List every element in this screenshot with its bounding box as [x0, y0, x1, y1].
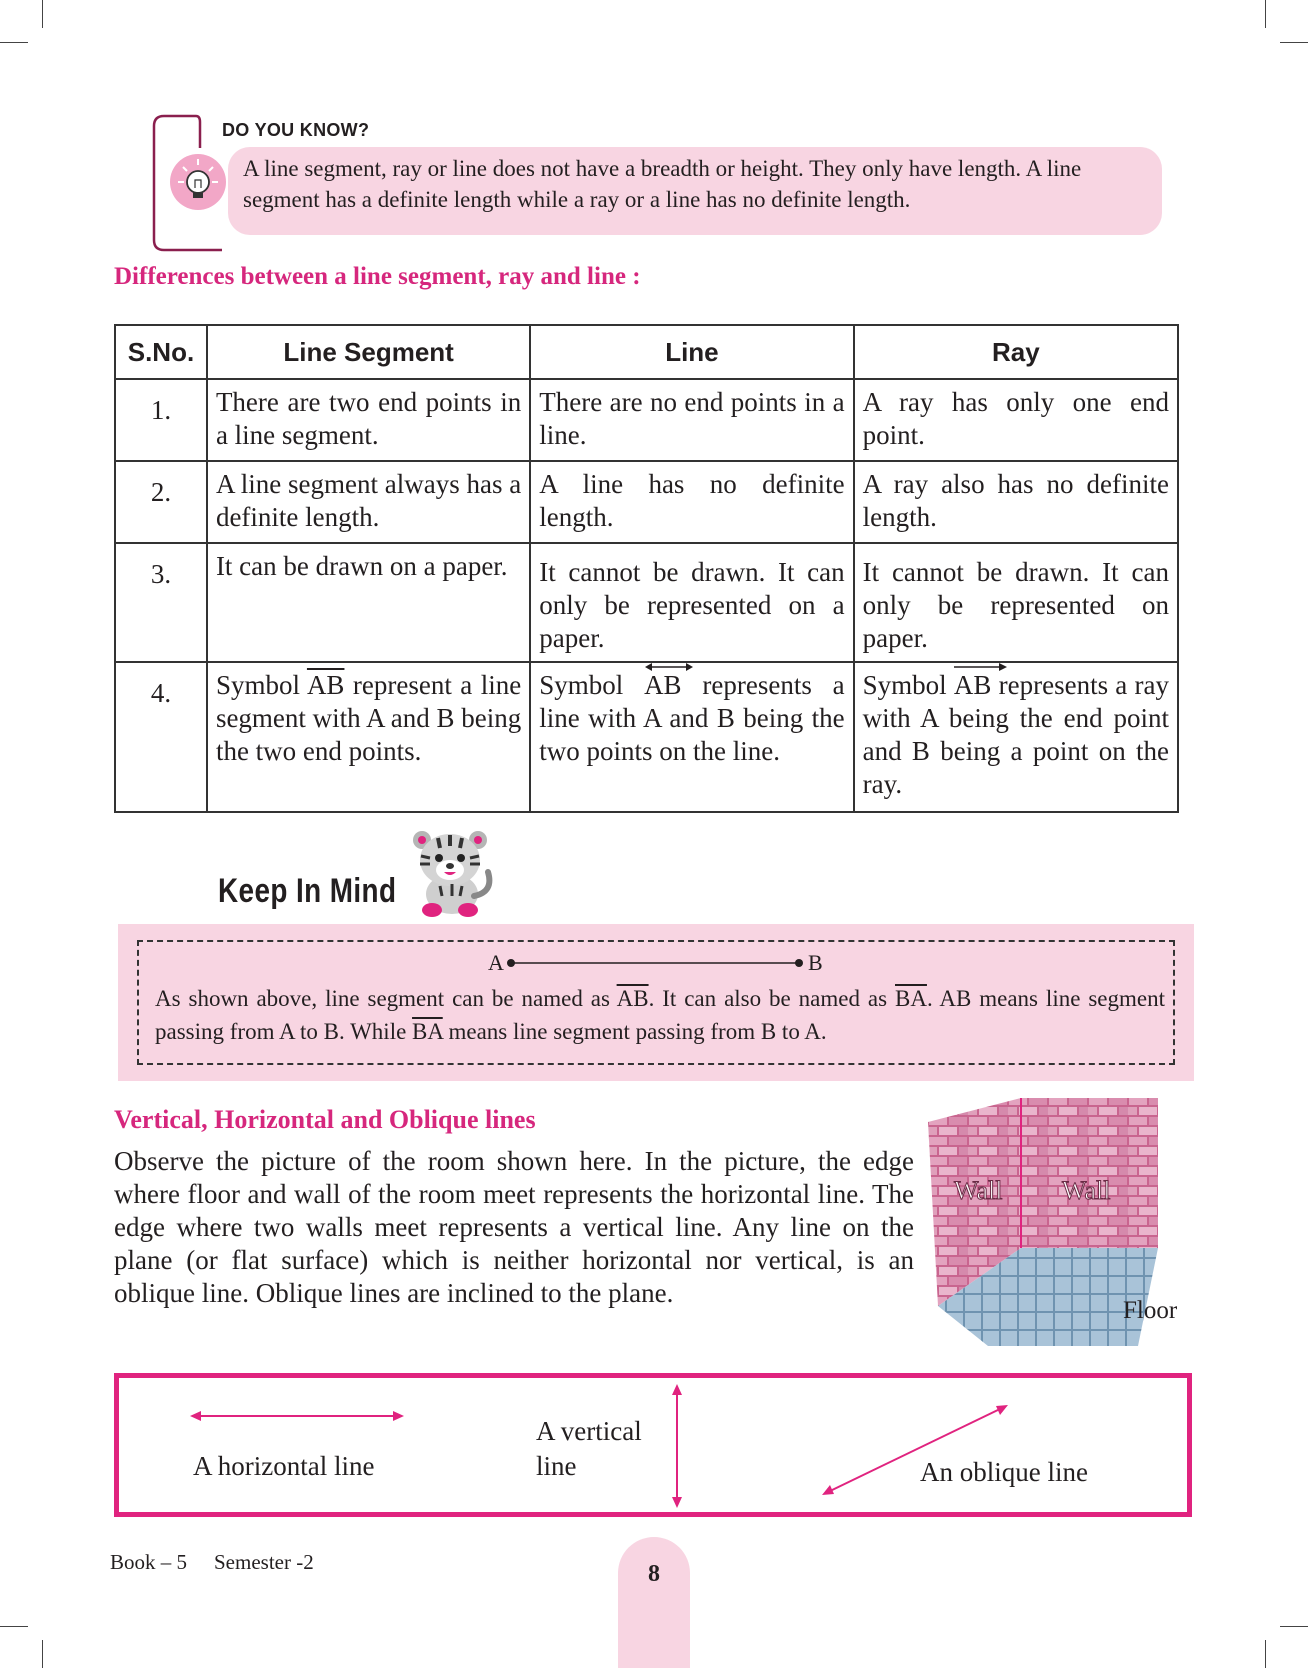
line-description: represents a line with A and B being the two points on the line.: [539, 670, 845, 766]
ray-description: represents a ray with A being the end point and B being a point on the ray.: [862, 670, 1169, 799]
page-number-tab: [618, 1537, 690, 1668]
symbol-word: Symbol: [539, 670, 624, 700]
vertical-line-icon: [666, 1384, 688, 1508]
footer-book: Book – 5: [110, 1550, 188, 1574]
crop-mark: [1265, 1640, 1266, 1668]
kim-text-part: . It can also be named as: [648, 986, 895, 1011]
line-cell: It cannot be drawn. It can only be represented on a paper.: [530, 543, 853, 662]
wall-left-label: Wall: [954, 1176, 1003, 1205]
differences-table: [114, 324, 1179, 813]
symbol-word: Symbol: [215, 670, 300, 700]
point-b-label: B: [808, 950, 823, 975]
horizontal-line-icon: [190, 1406, 404, 1426]
line-symbol-text: AB: [644, 670, 682, 700]
segment-cell: It can be drawn on a paper.: [207, 543, 530, 662]
ray-symbol: [954, 669, 992, 702]
table-header-row: [115, 325, 1178, 379]
crop-mark: [1265, 0, 1266, 28]
point-a-label: A: [488, 950, 504, 975]
table-row: [115, 461, 1178, 543]
segment-symbol: $\overline{BA}$: [895, 986, 927, 1011]
ray-cell: It cannot be drawn. It can only be represented on paper.: [854, 543, 1178, 662]
double-arrow-icon: [644, 661, 694, 673]
sno-cell: 2.: [115, 461, 207, 543]
crop-mark: [1280, 1626, 1308, 1627]
table-row: [115, 543, 1178, 662]
line-cell: [530, 662, 853, 812]
crop-mark: [0, 1626, 28, 1627]
wall-right-label: Wall: [1062, 1176, 1111, 1205]
table-row: [115, 379, 1178, 461]
sno-cell: 1.: [115, 379, 207, 461]
column-header: Ray: [854, 325, 1178, 379]
table-row: [115, 662, 1178, 812]
sno-cell: 4.: [115, 662, 207, 812]
ray-cell: A ray has only one end point.: [854, 379, 1178, 461]
vertical-line-label-2: line: [536, 1451, 577, 1481]
kim-text-part: . AB means line segment passing from A to B. While: [155, 986, 1165, 1044]
segment-symbol: $\overline{AB}$: [616, 986, 649, 1011]
page-number: 8: [648, 1561, 660, 1587]
differences-heading: Differences between a line segment, ray and line :: [114, 263, 641, 290]
oblique-line-label: An oblique line: [920, 1457, 1088, 1487]
segment-symbol: $\overline{BA}$: [412, 1019, 443, 1044]
segment-description: represent a line segment with A and B being the two end points.: [215, 670, 522, 766]
vho-paragraph: Observe the picture of the room shown here. In the picture, the edge where floor and wall of the room meet represents the horizontal line. The edge where two walls meet represents a vertical line. Any line on the plane (or flat surface) which is neither horizontal nor vertical, is an oblique line. Oblique lines are inclined to the plane.: [114, 1146, 914, 1308]
symbol-word: Symbol: [862, 670, 947, 700]
segment-cell: A line segment always has a definite length.: [207, 461, 530, 543]
horizontal-line-label: A horizontal line: [193, 1451, 375, 1481]
ray-cell: A ray also has no definite length.: [854, 461, 1178, 543]
segment-cell: There are two end points in a line segment.: [207, 379, 530, 461]
light-bulb-icon: [170, 154, 226, 210]
segment-symbol: $\overline{AB}$: [306, 670, 345, 700]
crop-mark: [42, 0, 43, 28]
line-cell: There are no end points in a line.: [530, 379, 853, 461]
line-cell: A line has no definite length.: [530, 461, 853, 543]
crop-mark: [42, 1640, 43, 1668]
do-you-know-heading: DO YOU KNOW?: [222, 120, 370, 140]
floor-label: Floor: [1123, 1297, 1178, 1324]
line-symbol: [644, 669, 682, 702]
do-you-know-text: A line segment, ray or line does not have a breadth or height. They only have length. A line segment has a definite length while a ray or a line has no definite length.: [243, 156, 1082, 212]
vho-heading: Vertical, Horizontal and Oblique lines: [114, 1105, 536, 1134]
column-header: Line Segment: [207, 325, 530, 379]
sno-cell: 3.: [115, 543, 207, 662]
footer-semester: Semester -2: [214, 1550, 314, 1574]
crop-mark: [1280, 42, 1308, 43]
line-types-box: [114, 1373, 1192, 1517]
keep-in-mind-text: [155, 982, 1165, 1048]
ray-cell: [854, 662, 1178, 812]
tiger-mascot-icon: [408, 826, 496, 918]
ray-symbol-text: AB: [953, 670, 992, 700]
right-arrow-icon: [954, 661, 1008, 673]
vertical-line-label-1: A vertical: [536, 1416, 642, 1446]
segment-cell: [207, 662, 530, 812]
column-header: Line: [530, 325, 853, 379]
column-header: S.No.: [115, 325, 207, 379]
keep-in-mind-title: Keep In Mind: [218, 872, 397, 910]
line-segment-ab-diagram: [505, 953, 805, 977]
crop-mark: [0, 42, 28, 43]
kim-text-part: As shown above, line segment can be named as: [155, 986, 617, 1011]
kim-text-part: means line segment passing from B to A.: [442, 1019, 827, 1044]
